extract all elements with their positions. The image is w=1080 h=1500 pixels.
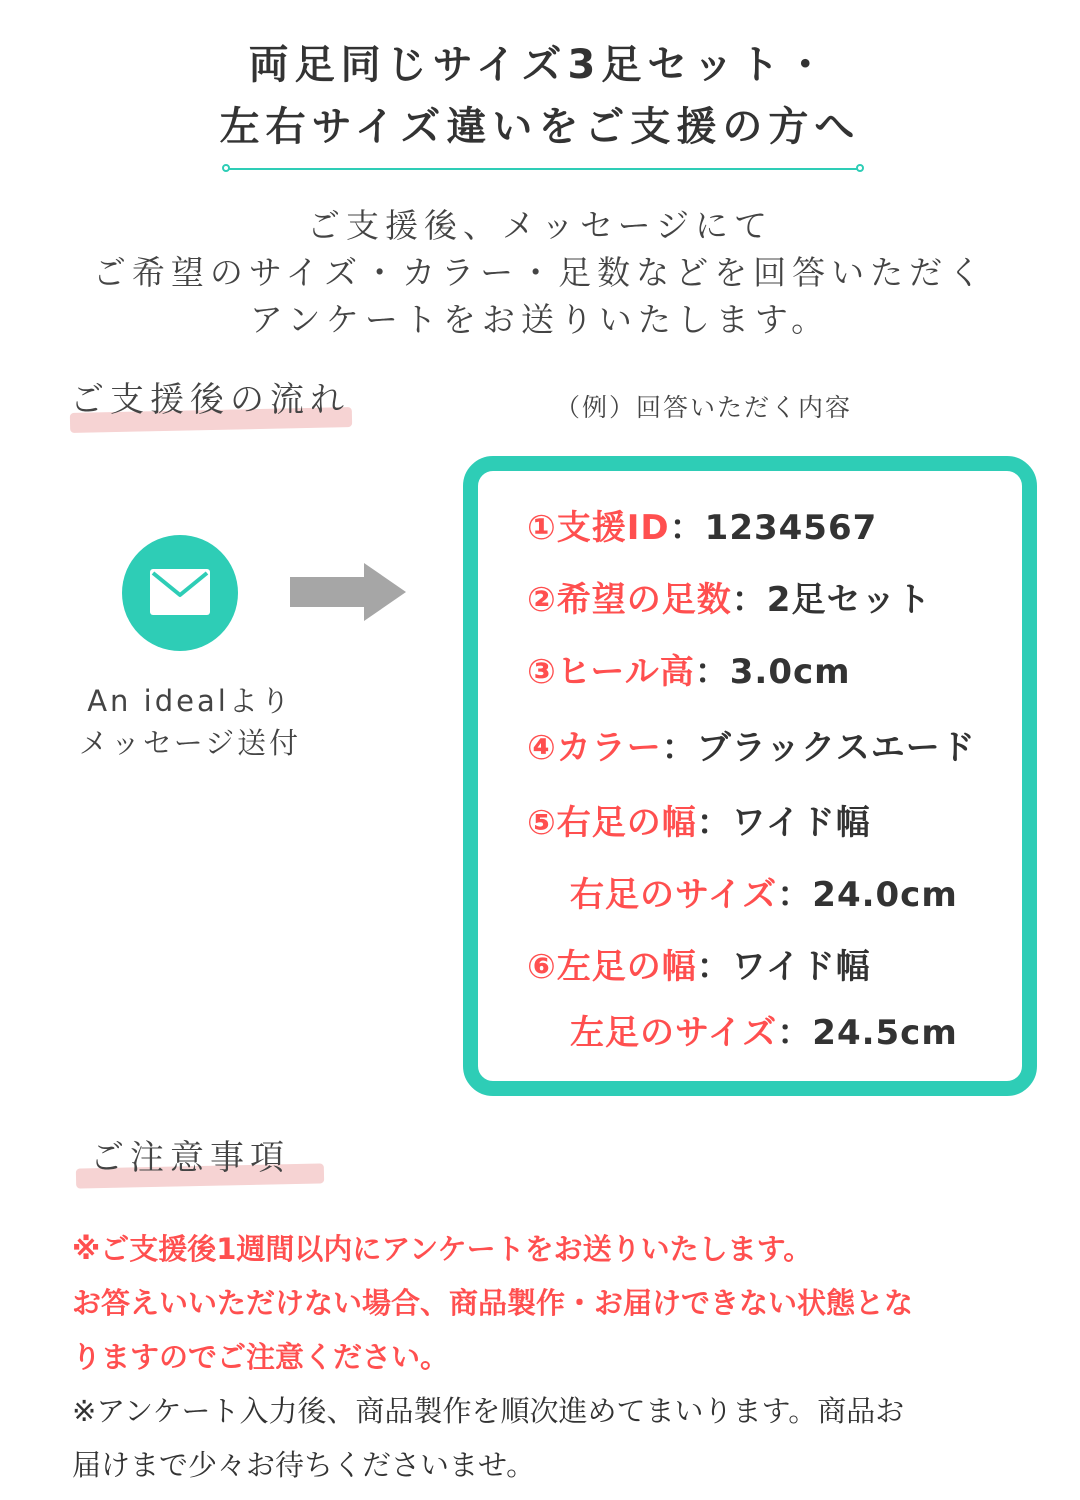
answer-row-right-size	[570, 867, 958, 916]
answer-value: ：1234567	[669, 508, 878, 548]
answer-value: ：ワイド幅	[696, 803, 871, 843]
answer-row-right-width	[527, 795, 871, 844]
example-caption: （例）回答いただく内容	[555, 393, 853, 422]
answer-value: ：24.5cm	[777, 1013, 958, 1053]
flow-heading: ご支援後の流れ	[70, 380, 350, 420]
answer-value: ：24.0cm	[777, 875, 958, 915]
answer-row-left-width	[527, 939, 871, 988]
mail-label	[60, 680, 320, 764]
title-line-1: 両足同じサイズ3足セット・	[248, 42, 832, 88]
divider-dot-left	[222, 164, 230, 172]
title-divider	[228, 168, 860, 170]
answer-value: ：3.0cm	[694, 652, 851, 692]
answer-key: 左足のサイズ	[570, 1013, 778, 1053]
notes-warning-line-3: りますのでご注意ください。	[72, 1340, 450, 1374]
answer-value: ：ワイド幅	[696, 947, 871, 987]
title-line-2: 左右サイズ違いをご支援の方へ	[219, 104, 861, 150]
arrow-right-icon	[290, 563, 408, 625]
divider-dot-right	[856, 164, 864, 172]
notes-plain-line-2: 届けまで少々お待ちくださいませ。	[72, 1448, 536, 1482]
intro-line-1: ご支援後、メッセージにて	[306, 206, 774, 245]
answer-key: ②希望の足数	[527, 580, 732, 620]
answer-row-heel	[527, 644, 851, 693]
notes-warning-line-2: お答えいいただけない場合、商品製作・お届けできない状態とな	[72, 1286, 914, 1320]
notes-plain-line-1: ※アンケート入力後、商品製作を順次進めてまいります。商品お	[72, 1394, 905, 1428]
notes-text	[72, 1222, 1012, 1492]
notes-heading: ご注意事項	[90, 1138, 290, 1178]
answer-example-box	[463, 456, 1037, 1096]
notes-warning-line-1: ※ご支援後1週間以内にアンケートをお送りいたします。	[72, 1232, 813, 1266]
answer-row-left-size	[570, 1005, 958, 1054]
answer-key: ①支援ID	[527, 508, 670, 548]
answer-value: ：2足セット	[731, 580, 932, 620]
intro-line-2: ご希望のサイズ・カラー・足数などを回答いただく	[92, 253, 988, 292]
answer-key: ⑤右足の幅	[527, 803, 697, 843]
answer-row-color	[527, 720, 976, 769]
intro-line-3: アンケートをお送りいたします。	[249, 300, 831, 339]
mail-label-line-1: An idealより	[87, 684, 293, 718]
page-title	[0, 34, 1080, 158]
answer-key: ⑥左足の幅	[527, 947, 697, 987]
mail-icon	[122, 535, 238, 651]
answer-key: 右足のサイズ	[570, 875, 778, 915]
answer-row-pairs	[527, 572, 931, 621]
mail-label-line-2: メッセージ送付	[78, 726, 302, 760]
answer-value: ：ブラックスエード	[661, 728, 976, 768]
answer-key: ③ヒール高	[527, 652, 695, 692]
answer-key: ④カラー	[527, 728, 662, 768]
intro-text	[0, 202, 1080, 343]
answer-row-support-id	[527, 500, 877, 549]
